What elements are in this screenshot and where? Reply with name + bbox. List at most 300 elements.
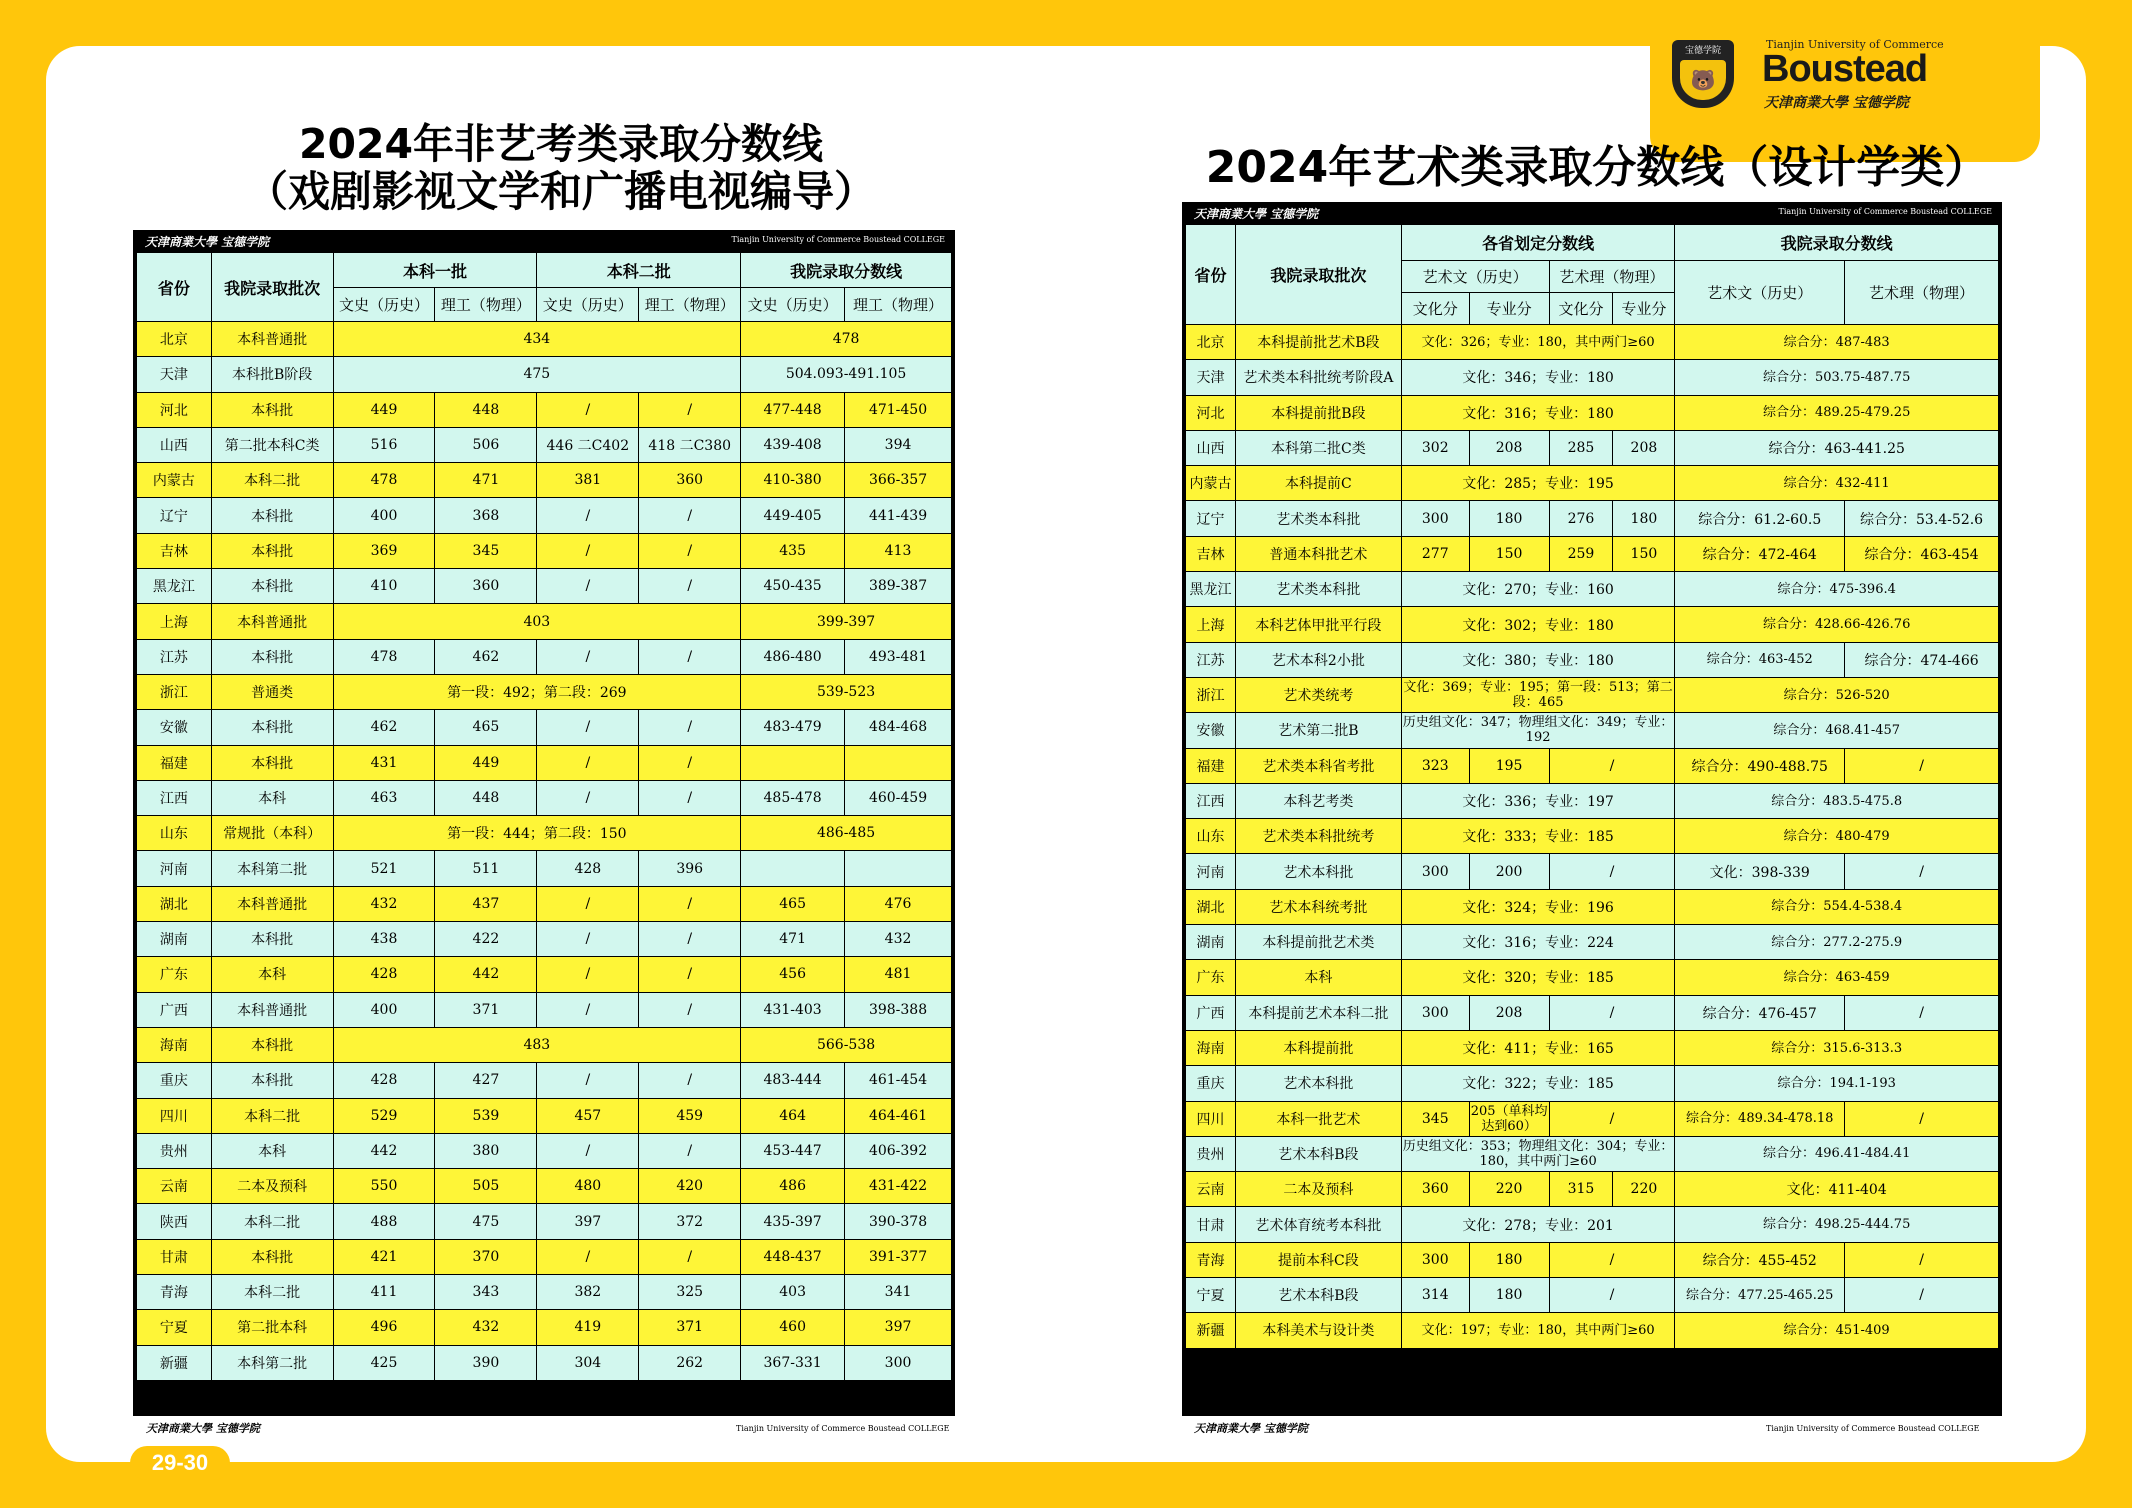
table-cell: 371 bbox=[639, 1310, 741, 1345]
table-cell: 345 bbox=[1401, 1101, 1469, 1136]
table-cell: 300 bbox=[1401, 854, 1469, 889]
table-cell: 文化：320；专业：185 bbox=[1401, 960, 1675, 995]
table-row bbox=[1186, 1242, 1999, 1277]
table-cell: 410-380 bbox=[741, 463, 845, 498]
table-cell: 内蒙古 bbox=[137, 463, 212, 498]
table-cell: 435-397 bbox=[741, 1204, 845, 1239]
right-score-table bbox=[1185, 224, 1999, 1349]
table-row bbox=[1186, 783, 1999, 818]
table-cell: 综合分：277.2-275.9 bbox=[1675, 925, 1999, 960]
table-row bbox=[1186, 536, 1999, 571]
table-cell: 360 bbox=[639, 463, 741, 498]
table-row bbox=[137, 604, 952, 639]
table-cell: 390-378 bbox=[845, 1204, 952, 1239]
table-cell: 河南 bbox=[137, 851, 212, 886]
table-cell: 文化：316；专业：180 bbox=[1401, 395, 1675, 430]
table-row bbox=[1186, 642, 1999, 677]
table-cell: / bbox=[1845, 854, 1999, 889]
table-cell: 448-437 bbox=[741, 1239, 845, 1274]
col-wenhua: 文化分 bbox=[1401, 293, 1469, 325]
table-cell: 481 bbox=[845, 957, 952, 992]
table-cell: 艺术本科批 bbox=[1235, 1066, 1401, 1101]
table-cell: / bbox=[1549, 995, 1675, 1030]
table-cell: / bbox=[1549, 1242, 1675, 1277]
table-cell: 文化：197；专业：180，其中两门≥60 bbox=[1401, 1313, 1675, 1348]
table-row bbox=[1186, 1101, 1999, 1136]
table-cell: 441-439 bbox=[845, 498, 952, 533]
table-cell: 宁夏 bbox=[137, 1310, 212, 1345]
col-group-second-batch: 本科二批 bbox=[537, 253, 741, 288]
table-cell: 446 二C402 bbox=[537, 427, 639, 462]
table-cell: 448 bbox=[435, 392, 537, 427]
table-cell: 本科二批 bbox=[211, 463, 333, 498]
table-row bbox=[1186, 677, 1999, 712]
table-cell: 180 bbox=[1613, 501, 1675, 536]
table-cell: 本科批 bbox=[211, 710, 333, 745]
table-row bbox=[1186, 1313, 1999, 1348]
table-row bbox=[1186, 607, 1999, 642]
table-cell: 提前本科C段 bbox=[1235, 1242, 1401, 1277]
table-cell: / bbox=[537, 639, 639, 674]
table-cell: 综合分：432-411 bbox=[1675, 466, 1999, 501]
table-cell: 综合分：503.75-487.75 bbox=[1675, 360, 1999, 395]
table-cell: 437 bbox=[435, 886, 537, 921]
table-row bbox=[1186, 960, 1999, 995]
table-row bbox=[137, 992, 952, 1027]
table-cell: 208 bbox=[1469, 995, 1549, 1030]
table-row bbox=[1186, 995, 1999, 1030]
logo-wordmark: Boustead bbox=[1762, 48, 1928, 90]
table-cell: 本科批 bbox=[211, 1027, 333, 1062]
table-cell: 山东 bbox=[1186, 819, 1236, 854]
table-cell: 浙江 bbox=[1186, 677, 1236, 712]
table-cell: / bbox=[537, 710, 639, 745]
table-cell: 本科普通批 bbox=[211, 992, 333, 1027]
table-cell: 486-480 bbox=[741, 639, 845, 674]
table-cell: 本科提前批艺术B段 bbox=[1235, 325, 1401, 360]
table-row bbox=[137, 1027, 952, 1062]
table-cell: / bbox=[1549, 748, 1675, 783]
table-cell: 488 bbox=[333, 1204, 435, 1239]
table-cell: 广西 bbox=[1186, 995, 1236, 1030]
table-cell: 本科第二批 bbox=[211, 1345, 333, 1380]
table-cell: 496 bbox=[333, 1310, 435, 1345]
table-cell: 366-357 bbox=[845, 463, 952, 498]
table-cell: 432 bbox=[435, 1310, 537, 1345]
table-cell: 323 bbox=[1401, 748, 1469, 783]
col-wenshi: 文史（历史） bbox=[333, 288, 435, 322]
table-cell: 辽宁 bbox=[1186, 501, 1236, 536]
table-cell: 本科普通批 bbox=[211, 604, 333, 639]
table-cell: 477-448 bbox=[741, 392, 845, 427]
table-cell: 河北 bbox=[1186, 395, 1236, 430]
table-cell: 516 bbox=[333, 427, 435, 462]
table-header-en-name: Tianjin University of Commerce Boustead COLLEGE bbox=[731, 235, 945, 244]
table-cell: 综合分：315.6-313.3 bbox=[1675, 1030, 1999, 1065]
table-cell: 上海 bbox=[1186, 607, 1236, 642]
table-cell: 湖北 bbox=[1186, 889, 1236, 924]
table-row bbox=[137, 1275, 952, 1310]
col-group-provincial-line: 各省划定分数线 bbox=[1401, 225, 1675, 261]
table-cell: 550 bbox=[333, 1169, 435, 1204]
table-cell: 四川 bbox=[1186, 1101, 1236, 1136]
table-cell: 529 bbox=[333, 1098, 435, 1133]
col-zhuanye: 专业分 bbox=[1469, 293, 1549, 325]
table-cell: 180 bbox=[1469, 1278, 1549, 1313]
table-cell: 海南 bbox=[1186, 1030, 1236, 1065]
table-cell: 文化：398-339 bbox=[1675, 854, 1845, 889]
table-cell: 本科批 bbox=[211, 392, 333, 427]
table-cell: 471-450 bbox=[845, 392, 952, 427]
shield-text: 宝德学院 bbox=[1684, 46, 1721, 56]
table-cell: 399-397 bbox=[741, 604, 952, 639]
table-row bbox=[1186, 1172, 1999, 1207]
table-cell: / bbox=[537, 1063, 639, 1098]
table-cell: / bbox=[537, 886, 639, 921]
col-art-li: 艺术理（物理） bbox=[1845, 261, 1999, 325]
table-cell: 439-408 bbox=[741, 427, 845, 462]
table-cell: 391-377 bbox=[845, 1239, 952, 1274]
table-cell: 综合分：463-459 bbox=[1675, 960, 1999, 995]
table-cell: 本科批 bbox=[211, 1063, 333, 1098]
table-cell: / bbox=[537, 569, 639, 604]
table-cell: 本科二批 bbox=[211, 1204, 333, 1239]
table-cell: 本科批 bbox=[211, 533, 333, 568]
table-cell: 普通类 bbox=[211, 674, 333, 709]
col-group-our-score: 我院录取分数线 bbox=[1675, 225, 1999, 261]
table-cell: 陕西 bbox=[137, 1204, 212, 1239]
table-cell: 二本及预科 bbox=[211, 1169, 333, 1204]
table-cell: / bbox=[639, 780, 741, 815]
table-cell: 438 bbox=[333, 922, 435, 957]
table-cell: 宁夏 bbox=[1186, 1278, 1236, 1313]
table-cell: 397 bbox=[845, 1310, 952, 1345]
table-cell: 综合分：498.25-444.75 bbox=[1675, 1207, 1999, 1242]
table-cell: / bbox=[1845, 1242, 1999, 1277]
table-cell: 464 bbox=[741, 1098, 845, 1133]
table-cell: 411 bbox=[333, 1275, 435, 1310]
table-cell: 辽宁 bbox=[137, 498, 212, 533]
table-cell: 300 bbox=[1401, 995, 1469, 1030]
table-cell: 484-468 bbox=[845, 710, 952, 745]
table-row bbox=[137, 816, 952, 851]
table-cell: 贵州 bbox=[137, 1133, 212, 1168]
table-cell: 综合分：468.41-457 bbox=[1675, 713, 1999, 748]
table-cell: 459 bbox=[639, 1098, 741, 1133]
table-cell: 506 bbox=[435, 427, 537, 462]
table-cell: 343 bbox=[435, 1275, 537, 1310]
table-cell: 江西 bbox=[1186, 783, 1236, 818]
table-cell: 360 bbox=[435, 569, 537, 604]
table-cell: 艺术类本科批统考 bbox=[1235, 819, 1401, 854]
table-cell: 本科批 bbox=[211, 639, 333, 674]
table-cell: 二本及预科 bbox=[1235, 1172, 1401, 1207]
table-row bbox=[1186, 1066, 1999, 1101]
table-cell: 文化：369；专业：195；第一段：513；第二段：465 bbox=[1401, 677, 1675, 712]
table-row bbox=[137, 674, 952, 709]
table-cell: 甘肃 bbox=[1186, 1207, 1236, 1242]
table-cell: 483 bbox=[333, 1027, 741, 1062]
table-cell: 文化：285；专业：195 bbox=[1401, 466, 1675, 501]
table-cell: 综合分：476-457 bbox=[1675, 995, 1845, 1030]
table-row bbox=[137, 1169, 952, 1204]
table-cell: 483-444 bbox=[741, 1063, 845, 1098]
table-cell: 431 bbox=[333, 745, 435, 780]
table-cell: 485-478 bbox=[741, 780, 845, 815]
table-row bbox=[137, 639, 952, 674]
table-cell: 本科批 bbox=[211, 922, 333, 957]
table-cell bbox=[845, 745, 952, 780]
col-province: 省份 bbox=[1186, 225, 1236, 325]
table-cell: 403 bbox=[741, 1275, 845, 1310]
table-cell: / bbox=[1549, 1278, 1675, 1313]
table-cell: / bbox=[639, 745, 741, 780]
college-shield-logo bbox=[1672, 40, 1734, 108]
table-cell: 442 bbox=[435, 957, 537, 992]
table-row bbox=[1186, 430, 1999, 465]
table-cell: 300 bbox=[845, 1345, 952, 1380]
table-row bbox=[1186, 360, 1999, 395]
table-cell: 259 bbox=[1549, 536, 1613, 571]
table-cell: 314 bbox=[1401, 1278, 1469, 1313]
table-cell: 艺术类本科批统考阶段A bbox=[1235, 360, 1401, 395]
logo-chinese-name: 天津商業大學 宝德学院 bbox=[1764, 95, 1909, 111]
table-row bbox=[1186, 889, 1999, 924]
table-cell: 江西 bbox=[137, 780, 212, 815]
table-cell: 文化：333；专业：185 bbox=[1401, 819, 1675, 854]
table-cell: / bbox=[537, 922, 639, 957]
table-cell: / bbox=[639, 992, 741, 1027]
table-cell: 青海 bbox=[137, 1275, 212, 1310]
table-cell: 457 bbox=[537, 1098, 639, 1133]
table-cell: 本科批 bbox=[211, 498, 333, 533]
table-cell: 478 bbox=[333, 639, 435, 674]
right-score-table-frame bbox=[1182, 202, 2002, 1416]
table-cell: 综合分：490-488.75 bbox=[1675, 748, 1845, 783]
table-cell: 511 bbox=[435, 851, 537, 886]
table-cell: 艺术类统考 bbox=[1235, 677, 1401, 712]
table-cell: 四川 bbox=[137, 1098, 212, 1133]
table-cell: 天津 bbox=[137, 357, 212, 392]
table-cell: / bbox=[639, 922, 741, 957]
table-row bbox=[137, 851, 952, 886]
table-cell: / bbox=[537, 1239, 639, 1274]
col-batch: 我院录取批次 bbox=[1235, 225, 1401, 325]
table-cell: / bbox=[639, 1239, 741, 1274]
table-cell: 河北 bbox=[137, 392, 212, 427]
table-cell: / bbox=[537, 780, 639, 815]
table-cell: 综合分：477.25-465.25 bbox=[1675, 1278, 1845, 1313]
table-row bbox=[137, 533, 952, 568]
table-row bbox=[137, 357, 952, 392]
table-cell: 文化：380；专业：180 bbox=[1401, 642, 1675, 677]
table-cell: 文化：411-404 bbox=[1675, 1172, 1999, 1207]
table-cell: 434 bbox=[333, 322, 741, 357]
table-cell: 综合分：194.1-193 bbox=[1675, 1066, 1999, 1101]
table-cell: 285 bbox=[1549, 430, 1613, 465]
table-cell: 463 bbox=[333, 780, 435, 815]
table-cell: 综合分：526-520 bbox=[1675, 677, 1999, 712]
left-footer-en: Tianjin University of Commerce Boustead COLLEGE bbox=[736, 1424, 950, 1433]
table-cell: 475 bbox=[333, 357, 741, 392]
table-header-en-name: Tianjin University of Commerce Boustead COLLEGE bbox=[1778, 207, 1992, 216]
table-cell: 天津 bbox=[1186, 360, 1236, 395]
table-cell: 486 bbox=[741, 1169, 845, 1204]
table-cell: 本科提前批 bbox=[1235, 1030, 1401, 1065]
table-cell: 465 bbox=[741, 886, 845, 921]
table-cell: 369 bbox=[333, 533, 435, 568]
table-cell: 372 bbox=[639, 1204, 741, 1239]
table-row bbox=[1186, 1207, 1999, 1242]
table-row bbox=[1186, 1030, 1999, 1065]
table-cell: 本科二批 bbox=[211, 1275, 333, 1310]
table-cell: 本科美术与设计类 bbox=[1235, 1313, 1401, 1348]
table-cell: 422 bbox=[435, 922, 537, 957]
table-cell: 艺术类本科批 bbox=[1235, 501, 1401, 536]
table-cell: 370 bbox=[435, 1239, 537, 1274]
left-title-line1: 2024年非艺考类录取分数线 bbox=[298, 120, 824, 168]
table-cell: 465 bbox=[435, 710, 537, 745]
table-row bbox=[137, 498, 952, 533]
table-cell: 180 bbox=[1469, 501, 1549, 536]
table-cell: 539 bbox=[435, 1098, 537, 1133]
table-cell: / bbox=[1845, 1278, 1999, 1313]
table-row bbox=[137, 1310, 952, 1345]
left-score-table bbox=[136, 252, 952, 1381]
table-row bbox=[1186, 466, 1999, 501]
table-row bbox=[137, 1098, 952, 1133]
logo-english-subtitle: Tianjin University of Commerce bbox=[1766, 38, 1944, 51]
table-cell: 广东 bbox=[1186, 960, 1236, 995]
table-cell: 本科 bbox=[211, 1133, 333, 1168]
table-cell: 390 bbox=[435, 1345, 537, 1380]
table-cell: / bbox=[537, 992, 639, 1027]
table-cell: 483-479 bbox=[741, 710, 845, 745]
table-cell: 本科提前批艺术类 bbox=[1235, 925, 1401, 960]
table-cell: 462 bbox=[333, 710, 435, 745]
table-cell: 第二批本科 bbox=[211, 1310, 333, 1345]
table-cell: 文化：302；专业：180 bbox=[1401, 607, 1675, 642]
table-cell: 上海 bbox=[137, 604, 212, 639]
table-cell: 276 bbox=[1549, 501, 1613, 536]
table-cell: 艺术本科B段 bbox=[1235, 1136, 1401, 1171]
table-cell: 吉林 bbox=[1186, 536, 1236, 571]
table-cell: 449 bbox=[435, 745, 537, 780]
table-cell: 431-403 bbox=[741, 992, 845, 1027]
table-cell: 394 bbox=[845, 427, 952, 462]
table-header-cn-name: 天津商業大學 宝德学院 bbox=[145, 235, 270, 249]
table-cell: 367-331 bbox=[741, 1345, 845, 1380]
table-cell: 艺术类本科省考批 bbox=[1235, 748, 1401, 783]
table-row bbox=[1186, 854, 1999, 889]
table-cell: 综合分：428.66-426.76 bbox=[1675, 607, 1999, 642]
table-cell: 450-435 bbox=[741, 569, 845, 604]
table-cell: 综合分：496.41-484.41 bbox=[1675, 1136, 1999, 1171]
table-row bbox=[137, 780, 952, 815]
table-header-cn-name: 天津商業大學 宝德学院 bbox=[1194, 207, 1319, 221]
table-cell: 566-538 bbox=[741, 1027, 952, 1062]
table-cell: 文化：336；专业：197 bbox=[1401, 783, 1675, 818]
table-cell: 368 bbox=[435, 498, 537, 533]
bear-icon: 🐻 bbox=[1680, 60, 1726, 100]
table-cell: 综合分：480-479 bbox=[1675, 819, 1999, 854]
table-cell: 428 bbox=[537, 851, 639, 886]
table-cell: 综合分：489.25-479.25 bbox=[1675, 395, 1999, 430]
table-cell: / bbox=[639, 533, 741, 568]
table-cell: / bbox=[1845, 748, 1999, 783]
left-title-line2: （戏剧影视文学和广播电视编导） bbox=[245, 167, 876, 216]
table-cell: 413 bbox=[845, 533, 952, 568]
table-cell: / bbox=[1845, 1101, 1999, 1136]
table-cell: 福建 bbox=[137, 745, 212, 780]
table-cell: 382 bbox=[537, 1275, 639, 1310]
table-cell: / bbox=[639, 710, 741, 745]
col-province: 省份 bbox=[137, 253, 212, 322]
table-row bbox=[137, 886, 952, 921]
table-cell: 480 bbox=[537, 1169, 639, 1204]
table-cell: 262 bbox=[639, 1345, 741, 1380]
col-art-wen: 艺术文（历史） bbox=[1401, 261, 1549, 293]
table-cell: 本科批 bbox=[211, 1239, 333, 1274]
table-cell: 381 bbox=[537, 463, 639, 498]
right-footer-cn: 天津商業大學 宝德学院 bbox=[1194, 1422, 1308, 1435]
table-cell: 黑龙江 bbox=[137, 569, 212, 604]
table-cell: 文化：316；专业：224 bbox=[1401, 925, 1675, 960]
table-cell: 青海 bbox=[1186, 1242, 1236, 1277]
table-cell bbox=[845, 851, 952, 886]
table-cell: 505 bbox=[435, 1169, 537, 1204]
table-cell: / bbox=[639, 392, 741, 427]
col-wenshi: 文史（历史） bbox=[537, 288, 639, 322]
table-cell: 208 bbox=[1613, 430, 1675, 465]
table-cell: 本科批 bbox=[211, 569, 333, 604]
table-cell: / bbox=[639, 498, 741, 533]
table-row bbox=[137, 322, 952, 357]
table-cell: 471 bbox=[741, 922, 845, 957]
col-batch: 我院录取批次 bbox=[211, 253, 333, 322]
table-row bbox=[1186, 713, 1999, 748]
table-cell: / bbox=[537, 1133, 639, 1168]
table-cell: 内蒙古 bbox=[1186, 466, 1236, 501]
table-cell bbox=[741, 851, 845, 886]
table-cell: 220 bbox=[1613, 1172, 1675, 1207]
table-cell: 本科一批艺术 bbox=[1235, 1101, 1401, 1136]
table-cell: 本科第二批C类 bbox=[1235, 430, 1401, 465]
table-cell: 文化：322；专业：185 bbox=[1401, 1066, 1675, 1101]
table-cell: 文化：324；专业：196 bbox=[1401, 889, 1675, 924]
table-cell: 综合分：463-454 bbox=[1845, 536, 1999, 571]
table-cell: 综合分：463-452 bbox=[1675, 642, 1845, 677]
table-cell: 安徽 bbox=[1186, 713, 1236, 748]
table-row bbox=[137, 1345, 952, 1380]
table-cell: 浙江 bbox=[137, 674, 212, 709]
table-cell: 本科艺体甲批平行段 bbox=[1235, 607, 1401, 642]
table-cell: / bbox=[1845, 995, 1999, 1030]
table-cell: / bbox=[537, 957, 639, 992]
table-row bbox=[1186, 748, 1999, 783]
table-cell: / bbox=[537, 498, 639, 533]
table-row bbox=[137, 427, 952, 462]
table-cell: 综合分：53.4-52.6 bbox=[1845, 501, 1999, 536]
table-cell: 常规批（本科） bbox=[211, 816, 333, 851]
table-cell: 第一段：492；第二段：269 bbox=[333, 674, 741, 709]
table-cell: 新疆 bbox=[137, 1345, 212, 1380]
table-cell: 历史组文化：353；物理组文化：304；专业：180，其中两门≥60 bbox=[1401, 1136, 1675, 1171]
table-cell: 398-388 bbox=[845, 992, 952, 1027]
table-cell: 第二批本科C类 bbox=[211, 427, 333, 462]
table-cell: 150 bbox=[1613, 536, 1675, 571]
table-cell: 302 bbox=[1401, 430, 1469, 465]
